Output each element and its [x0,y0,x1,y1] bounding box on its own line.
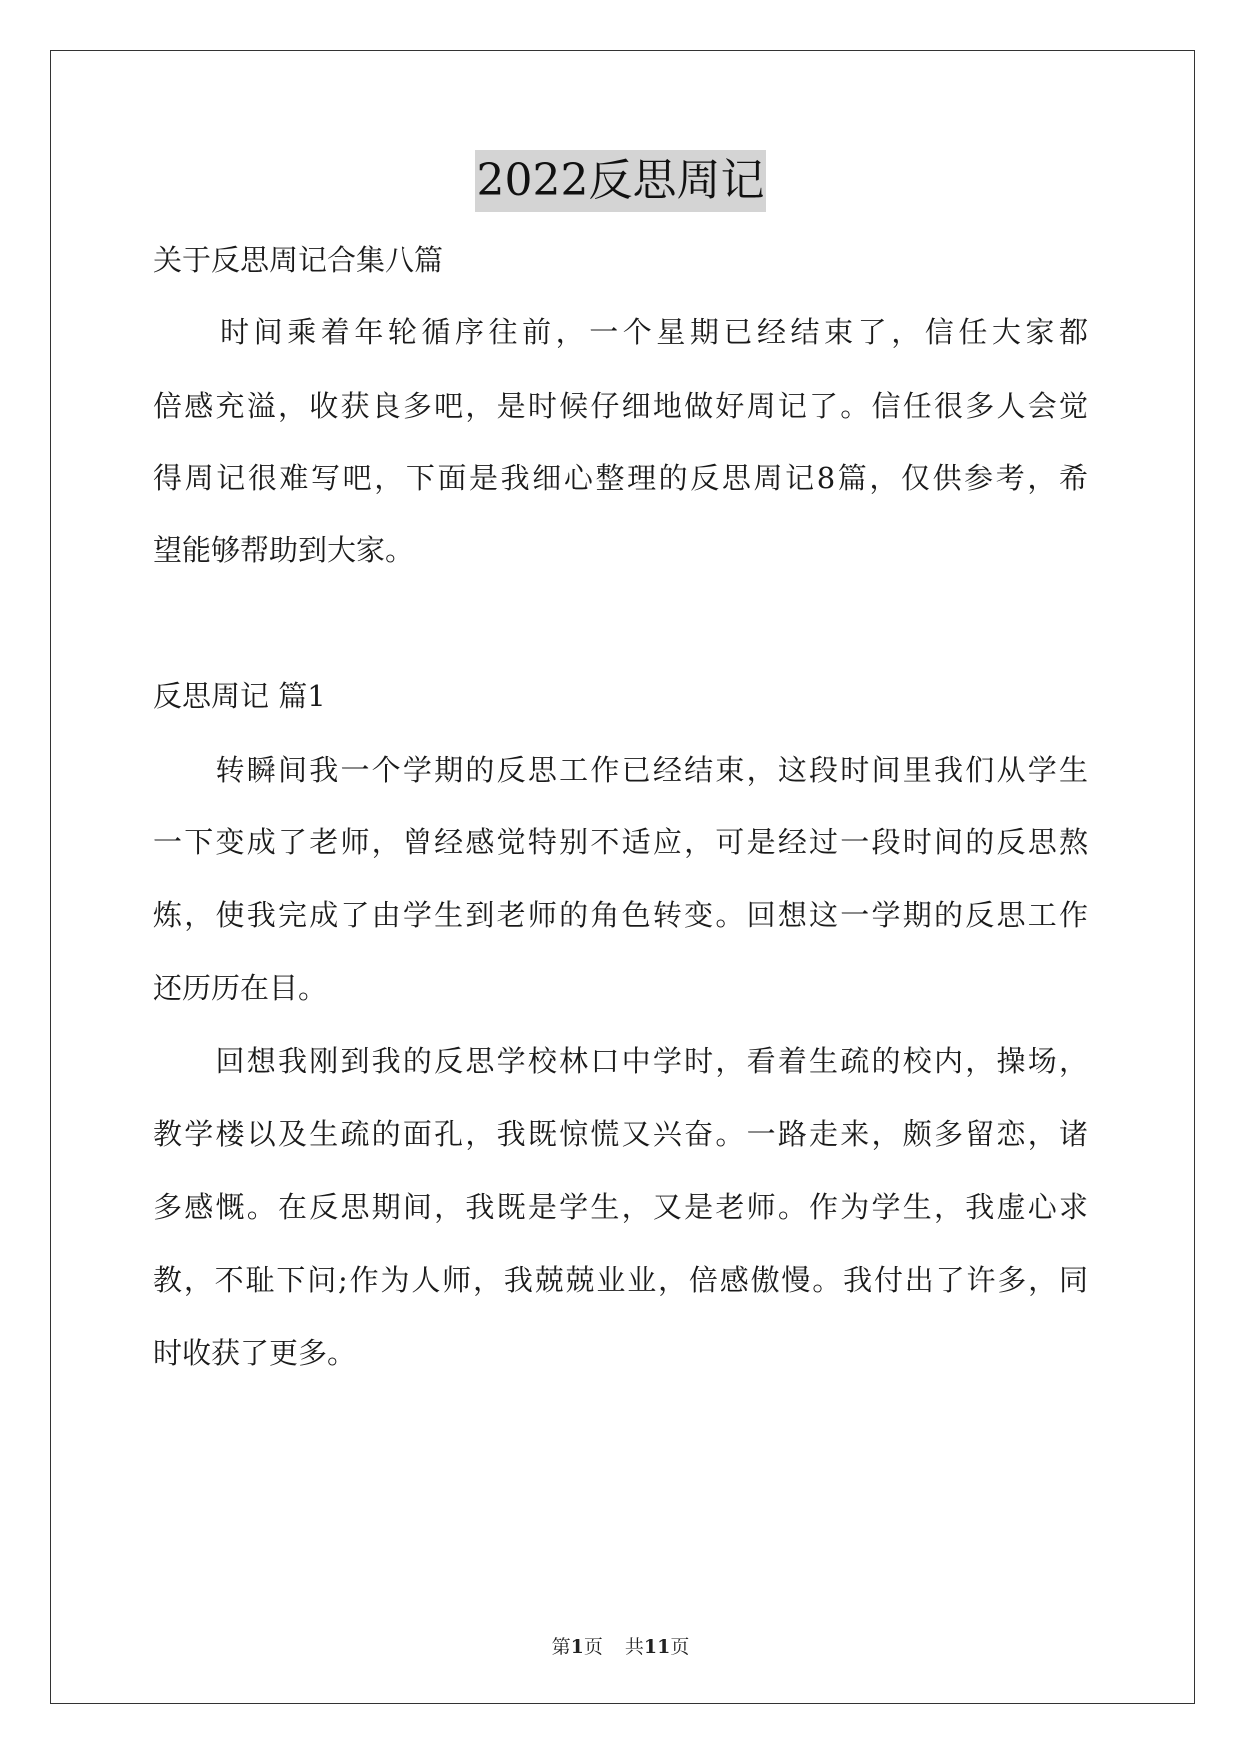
page-suffix: 页 [583,1636,603,1658]
intro-line-2: 倍感充溢，收获良多吧，是时候仔细地做好周记了。信任很多人会觉 [153,389,1088,423]
paragraph2-line-2: 教学楼以及生疏的面孔，我既惊慌又兴奋。一路走来，颇多留恋，诸 [153,1117,1088,1151]
total-prefix: 共 [624,1636,644,1658]
section-heading: 反思周记 篇1 [153,679,326,713]
intro-line-3: 得周记很难写吧，下面是我细心整理的反思周记8篇，仅供参考，希 [153,461,1088,495]
paragraph2-line-1: 回想我刚到我的反思学校林口中学时，看着生疏的校内，操场， [153,1044,1088,1078]
intro-line-1: 时间乘着年轮循序往前，一个星期已经结束了，信任大家都 [153,315,1088,349]
paragraph2-line-4: 教，不耻下问;作为人师，我兢兢业业，倍感傲慢。我付出了许多，同 [153,1263,1088,1297]
page-frame [50,50,1195,1704]
paragraph1-line-4: 还历历在目。 [153,971,328,1005]
page-current: 1 [570,1636,584,1658]
paragraph1-line-3: 炼，使我完成了由学生到老师的角色转变。回想这一学期的反思工作 [153,898,1088,932]
title-container [0,150,1241,212]
page-prefix: 第 [551,1636,571,1658]
page-footer [0,1634,1241,1660]
paragraph1-line-1: 转瞬间我一个学期的反思工作已经结束，这段时间里我们从学生 [153,753,1088,787]
paragraph2-line-3: 多感慨。在反思期间，我既是学生，又是老师。作为学生，我虚心求 [153,1190,1088,1224]
paragraph1-line-2: 一下变成了老师，曾经感觉特别不适应，可是经过一段时间的反思熬 [153,825,1088,859]
total-suffix: 页 [670,1636,690,1658]
document-subtitle: 关于反思周记合集八篇 [153,243,444,277]
paragraph2-line-5: 时收获了更多。 [153,1336,357,1370]
document-title: 2022反思周记 [475,150,767,212]
page-total: 11 [643,1636,671,1658]
intro-line-4: 望能够帮助到大家。 [153,533,415,567]
